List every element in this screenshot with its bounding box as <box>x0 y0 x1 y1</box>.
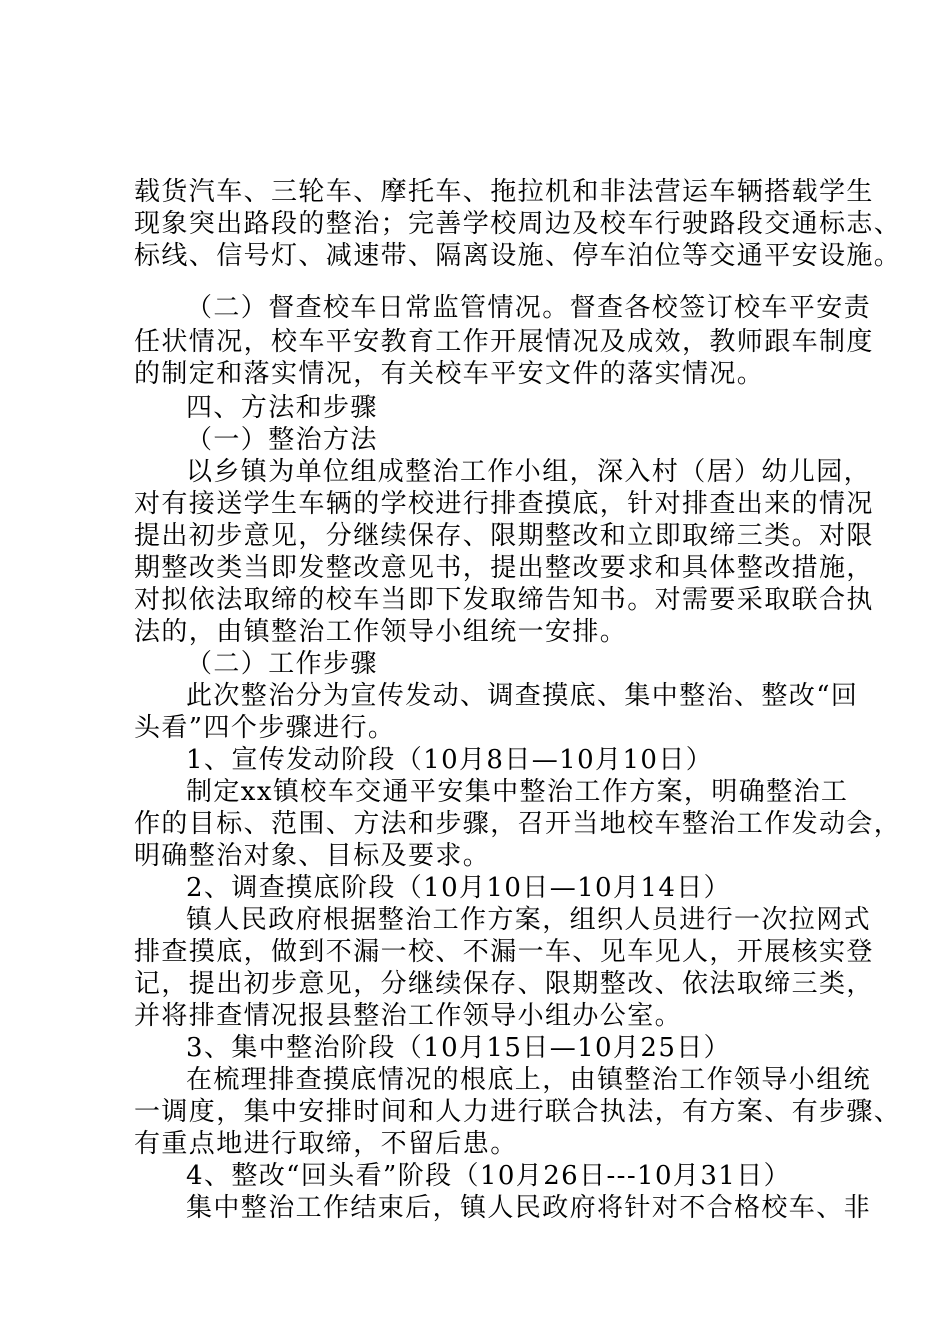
text-line: 标线、信号灯、减速带、隔离设施、停车泊位等交通平安设施。 <box>134 241 902 271</box>
text-line: 头看”四个步骤进行。 <box>134 713 396 743</box>
text-line: 集中整治工作结束后，镇人民政府将针对不合格校车、非 <box>186 1193 872 1223</box>
text-line: 的制定和落实情况，有关校车平安文件的落实情况。 <box>134 359 765 389</box>
text-line: 排查摸底，做到不漏一校、不漏一车、见车见人，开展核实登 <box>134 937 874 967</box>
text-line: 现象突出路段的整治；完善学校周边及校车行驶路段交通标志、 <box>134 209 902 239</box>
text-line: 法的，由镇整治工作领导小组统一安排。 <box>134 617 628 647</box>
text-line: 以乡镇为单位组成整治工作小组，深入村（居）幼儿园， <box>186 457 872 487</box>
text-line: 一调度，集中安排时间和人力进行联合执法，有方案、有步骤、 <box>134 1097 902 1127</box>
text-line: 期整改类当即发整改意见书，提出整改要求和具体整改措施， <box>134 553 874 583</box>
stage-heading: 4、整改“回头看”阶段（10月26日---10月31日） <box>186 1161 792 1191</box>
text-line: （二）督查校车日常监管情况。督查各校签订校车平安责 <box>186 293 872 323</box>
text-line: 明确整治对象、目标及要求。 <box>134 841 491 871</box>
stage-heading: 3、集中整治阶段（10月15日—10月25日） <box>186 1033 732 1063</box>
text-line: 作的目标、范围、方法和步骤，召开当地校车整治工作发动会， <box>134 809 902 839</box>
text-line: 载货汽车、三轮车、摩托车、拖拉机和非法营运车辆搭载学生 <box>134 177 874 207</box>
text-line: 记，提出初步意见，分继续保存、限期整改、依法取缔三类， <box>134 969 874 999</box>
section-heading: 四、方法和步骤 <box>186 393 378 423</box>
text-line: 对有接送学生车辆的学校进行排查摸底，针对排查出来的情况 <box>134 489 874 519</box>
text-line: 在梳理排查摸底情况的根底上，由镇整治工作领导小组统 <box>186 1065 872 1095</box>
text-line: 镇人民政府根据整治工作方案，组织人员进行一次拉网式 <box>186 905 872 935</box>
text-line: 任状情况，校车平安教育工作开展情况及成效，教师跟车制度 <box>134 327 874 357</box>
text-line: 制定xx镇校车交通平安集中整治工作方案，明确整治工 <box>186 777 849 807</box>
text-line: 此次整治分为宣传发动、调查摸底、集中整治、整改“回 <box>186 681 859 711</box>
text-line: 提出初步意见，分继续保存、限期整改和立即取缔三类。对限 <box>134 521 874 551</box>
subsection-heading: （二）工作步骤 <box>186 649 378 679</box>
stage-heading: 1、宣传发动阶段（10月8日—10月10日） <box>186 745 714 775</box>
text-line: 对拟依法取缔的校车当即下发取缔告知书。对需要采取联合执 <box>134 585 874 615</box>
subsection-heading: （一）整治方法 <box>186 425 378 455</box>
text-line: 有重点地进行取缔，不留后患。 <box>134 1129 518 1159</box>
stage-heading: 2、调查摸底阶段（10月10日—10月14日） <box>186 873 732 903</box>
text-line: 并将排查情况报县整治工作领导小组办公室。 <box>134 1001 683 1031</box>
